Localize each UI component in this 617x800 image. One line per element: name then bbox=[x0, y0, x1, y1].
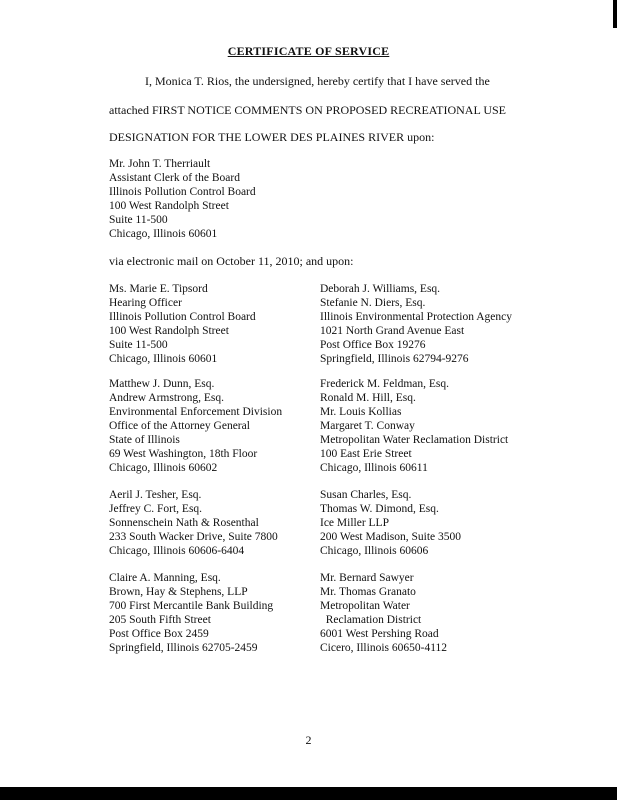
primary-recipient-line: Assistant Clerk of the Board bbox=[109, 172, 240, 184]
page-number: 2 bbox=[305, 733, 312, 747]
recipient-block-left bbox=[109, 488, 278, 558]
recipient-line: Cicero, Illinois 60650-4112 bbox=[320, 642, 448, 654]
recipient-block-right bbox=[320, 377, 508, 475]
recipient-line: Environmental Enforcement Division bbox=[109, 406, 283, 418]
recipient-line: Office of the Attorney General bbox=[109, 420, 250, 432]
primary-recipient-line: Illinois Pollution Control Board bbox=[109, 186, 256, 198]
recipient-line: 1021 North Grand Avenue East bbox=[320, 325, 465, 337]
recipient-line: Ms. Marie E. Tipsord bbox=[109, 283, 208, 295]
recipient-line: Matthew J. Dunn, Esq. bbox=[109, 378, 215, 390]
recipient-line: Chicago, Illinois 60601 bbox=[109, 353, 218, 365]
primary-recipient-line: Chicago, Illinois 60601 bbox=[109, 228, 218, 240]
recipient-line: Post Office Box 19276 bbox=[320, 339, 426, 351]
recipient-line: 233 South Wacker Drive, Suite 7800 bbox=[109, 531, 278, 543]
recipient-line: Deborah J. Williams, Esq. bbox=[320, 283, 441, 295]
recipient-line: 100 East Erie Street bbox=[320, 448, 412, 460]
via-line: via electronic mail on October 11, 2010; and upon: bbox=[109, 254, 354, 268]
recipient-line: Ronald M. Hill, Esq. bbox=[320, 392, 416, 404]
recipient-line: Springfield, Illinois 62705-2459 bbox=[109, 642, 258, 654]
primary-recipient-name: Mr. John T. Therriault bbox=[109, 158, 211, 170]
recipient-line: Susan Charles, Esq. bbox=[320, 489, 412, 501]
recipient-line: Chicago, Illinois 60611 bbox=[320, 462, 428, 474]
recipient-line: Jeffrey C. Fort, Esq. bbox=[109, 503, 203, 515]
certify-line-2: attached FIRST NOTICE COMMENTS ON PROPOSED RECREATIONAL USE bbox=[109, 103, 507, 117]
recipient-block-left bbox=[109, 377, 282, 475]
recipient-block-left bbox=[109, 571, 273, 655]
recipient-line: Brown, Hay & Stephens, LLP bbox=[109, 586, 248, 598]
recipient-block-left bbox=[109, 282, 256, 366]
recipient-line: Hearing Officer bbox=[109, 297, 182, 309]
recipient-line: Chicago, Illinois 60606 bbox=[320, 545, 429, 557]
recipient-line: Chicago, Illinois 60606-6404 bbox=[109, 545, 245, 557]
recipient-line: Chicago, Illinois 60602 bbox=[109, 462, 218, 474]
primary-recipient-block bbox=[109, 157, 256, 241]
recipient-line: Reclamation District bbox=[320, 614, 422, 626]
recipient-line: 6001 West Pershing Road bbox=[320, 628, 439, 640]
primary-recipient-line: 100 West Randolph Street bbox=[109, 200, 229, 212]
recipient-line: Sonnenschein Nath & Rosenthal bbox=[109, 517, 259, 529]
recipient-line: Illinois Environmental Protection Agency bbox=[320, 311, 512, 323]
document-title: CERTIFICATE OF SERVICE bbox=[227, 44, 390, 58]
recipient-line: Thomas W. Dimond, Esq. bbox=[320, 503, 439, 515]
recipient-line: Andrew Armstrong, Esq. bbox=[109, 392, 224, 404]
recipient-line: Frederick M. Feldman, Esq. bbox=[320, 378, 450, 390]
recipient-line: Mr. Bernard Sawyer bbox=[320, 572, 414, 584]
scan-edge-mark bbox=[613, 0, 617, 28]
primary-recipient-line: Suite 11-500 bbox=[109, 214, 168, 226]
recipient-line: 100 West Randolph Street bbox=[109, 325, 229, 337]
recipient-line: Metropolitan Water Reclamation District bbox=[320, 434, 509, 446]
recipient-line: Margaret T. Conway bbox=[320, 420, 415, 432]
recipient-line: Springfield, Illinois 62794-9276 bbox=[320, 353, 469, 365]
recipient-line: Suite 11-500 bbox=[109, 339, 168, 351]
recipient-line: Aeril J. Tesher, Esq. bbox=[109, 489, 202, 501]
scan-bottom-bar bbox=[0, 787, 617, 800]
recipient-line: 205 South Fifth Street bbox=[109, 614, 211, 626]
recipient-line: Metropolitan Water bbox=[320, 600, 410, 612]
certify-line-1: I, Monica T. Rios, the undersigned, hereby certify that I have served the bbox=[145, 74, 490, 88]
recipient-line: 700 First Mercantile Bank Building bbox=[109, 600, 274, 612]
recipient-line: Claire A. Manning, Esq. bbox=[109, 572, 221, 584]
recipient-line: Illinois Pollution Control Board bbox=[109, 311, 256, 323]
certify-line-3: DESIGNATION FOR THE LOWER DES PLAINES RIVER upon: bbox=[109, 130, 435, 144]
recipient-line: Mr. Louis Kollias bbox=[320, 406, 402, 418]
recipient-block-right bbox=[320, 488, 461, 558]
recipient-line: 69 West Washington, 18th Floor bbox=[109, 448, 258, 460]
recipient-line: Mr. Thomas Granato bbox=[320, 586, 416, 598]
recipient-line: Post Office Box 2459 bbox=[109, 628, 209, 640]
recipient-block-right bbox=[320, 571, 447, 655]
recipient-block-right bbox=[320, 282, 512, 366]
recipient-line: Stefanie N. Diers, Esq. bbox=[320, 297, 426, 309]
recipient-line: Ice Miller LLP bbox=[320, 517, 389, 529]
recipient-line: 200 West Madison, Suite 3500 bbox=[320, 531, 462, 543]
recipient-line: State of Illinois bbox=[109, 434, 180, 446]
